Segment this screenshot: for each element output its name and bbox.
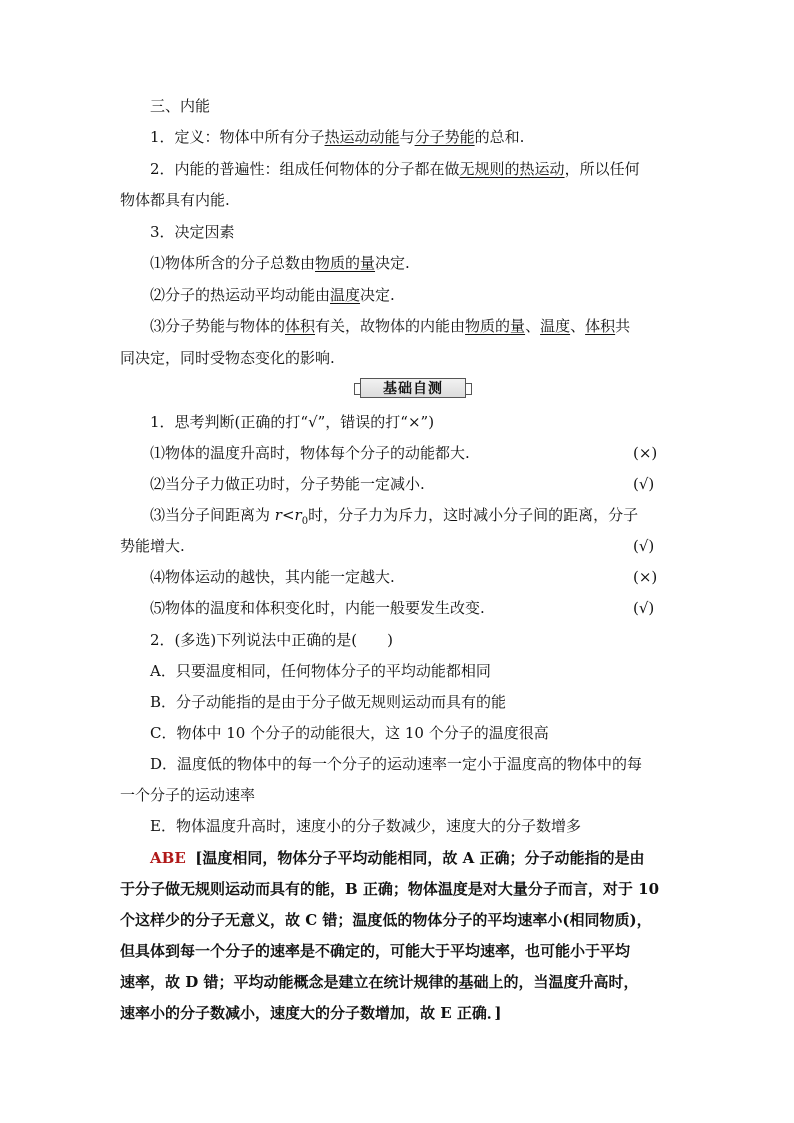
text: 的总和. [474, 128, 525, 146]
text: 、 [525, 317, 541, 335]
variable-r0: r [294, 506, 302, 524]
text: 、 [570, 317, 586, 335]
text: 决定. [375, 254, 410, 272]
option-d-cont: 一个分子的运动速率 [120, 786, 256, 804]
text: ⑵分子的热运动平均动能由 [150, 286, 331, 304]
underlined-term: 无规则的热运动 [459, 160, 565, 178]
factors-heading: 3．决定因素 [150, 223, 235, 241]
underlined-term: 体积 [585, 317, 616, 335]
text: 有关，故物体的内能由 [315, 317, 466, 335]
option-e: E．物体温度升高时，速度小的分子数减少，速度大的分子数增多 [150, 817, 581, 835]
judge-mark-5: (√) [633, 599, 655, 617]
explanation-text: [温度相同，物体分子平均动能相同，故 A 正确；分子动能指的是由 [195, 849, 645, 867]
text: ⑴物体所含的分子总数由 [150, 254, 316, 272]
underlined-term: 物质的量 [315, 254, 376, 272]
option-b: B．分子动能指的是由于分子做无规则运动而具有的能 [150, 693, 507, 711]
explanation-line: 速率，故 D 错；平均动能概念是建立在统计规律的基础上的，当温度升高时， [120, 973, 639, 991]
underlined-term: 体积 [285, 317, 316, 335]
option-d: D．温度低的物体中的每一个分子的运动速率一定小于温度高的物体中的每 [150, 755, 643, 773]
answer-line [150, 847, 644, 869]
text: 2．内能的普遍性：组成任何物体的分子都在做 [150, 160, 460, 178]
variable-r: r [274, 506, 282, 524]
text: 1．定义：物体中所有分子 [150, 128, 325, 146]
text: ，所以任何 [564, 160, 640, 178]
section-banner: 基础自测 [360, 378, 466, 398]
judge-mark-1: (×) [633, 444, 658, 462]
underlined-term: 温度 [540, 317, 571, 335]
explanation-line: 速率小的分子数减小，速度大的分子数增加，故 E 正确．] [120, 1004, 502, 1022]
underlined-term: 分子势能 [414, 128, 475, 146]
judge-item-5: ⑸物体的温度和体积变化时，内能一般要发生改变. [150, 599, 485, 617]
judge-item-2: ⑵当分子力做正功时，分子势能一定减小. [150, 475, 425, 493]
text: ⑶当分子间距离为 [150, 506, 275, 524]
answer-key: ABE [150, 849, 186, 867]
universality-paragraph-cont: 物体都具有内能. [120, 191, 230, 209]
factor-2 [150, 284, 395, 306]
question-2-stem: 2．(多选)下列说法中正确的是( ) [150, 631, 393, 649]
text: 共 [615, 317, 631, 335]
underlined-term: 物质的量 [465, 317, 526, 335]
explanation-line: 但具体到每一个分子的速率是不确定的，可能大于平均速率，也可能小于平均 [120, 942, 631, 960]
universality-paragraph [150, 158, 640, 180]
section-heading: 三、内能 [150, 97, 211, 115]
judge-mark-3: (√) [633, 537, 655, 555]
factor-1 [150, 252, 410, 274]
explanation-line: 个这样少的分子无意义，故 C 错；温度低的物体分子的平均速率小(相同物质)， [120, 911, 652, 929]
subscript-zero: 0 [301, 516, 309, 527]
factor-3-cont: 同决定，同时受物态变化的影响. [120, 349, 335, 367]
less-than-sign: < [281, 506, 295, 524]
underlined-term: 温度 [330, 286, 361, 304]
judge-mark-4: (×) [633, 568, 658, 586]
judge-item-1: ⑴物体的温度升高时，物体每个分子的动能都大. [150, 444, 470, 462]
option-c: C．物体中 10 个分子的动能很大，这 10 个分子的温度很高 [150, 724, 549, 742]
question-1-stem: 1．思考判断(正确的打“√”，错误的打“×”) [150, 413, 435, 431]
option-a: A．只要温度相同，任何物体分子的平均动能都相同 [150, 662, 491, 680]
factor-3 [150, 315, 630, 337]
text: 与 [399, 128, 415, 146]
underlined-term: 热运动动能 [324, 128, 400, 146]
judge-item-4: ⑷物体运动的越快，其内能一定越大. [150, 568, 395, 586]
text: ⑶分子势能与物体的 [150, 317, 286, 335]
text: 时，分子力为斥力，这时减小分子间的距离，分子 [308, 506, 639, 524]
definition-paragraph [150, 126, 524, 148]
judge-item-3-cont: 势能增大. [120, 537, 185, 555]
judge-item-3 [150, 504, 638, 533]
text: 决定. [360, 286, 395, 304]
explanation-line: 于分子做无规则运动而具有的能，B 正确；物体温度是对大量分子而言，对于 10 [120, 880, 660, 898]
judge-mark-2: (√) [633, 475, 655, 493]
